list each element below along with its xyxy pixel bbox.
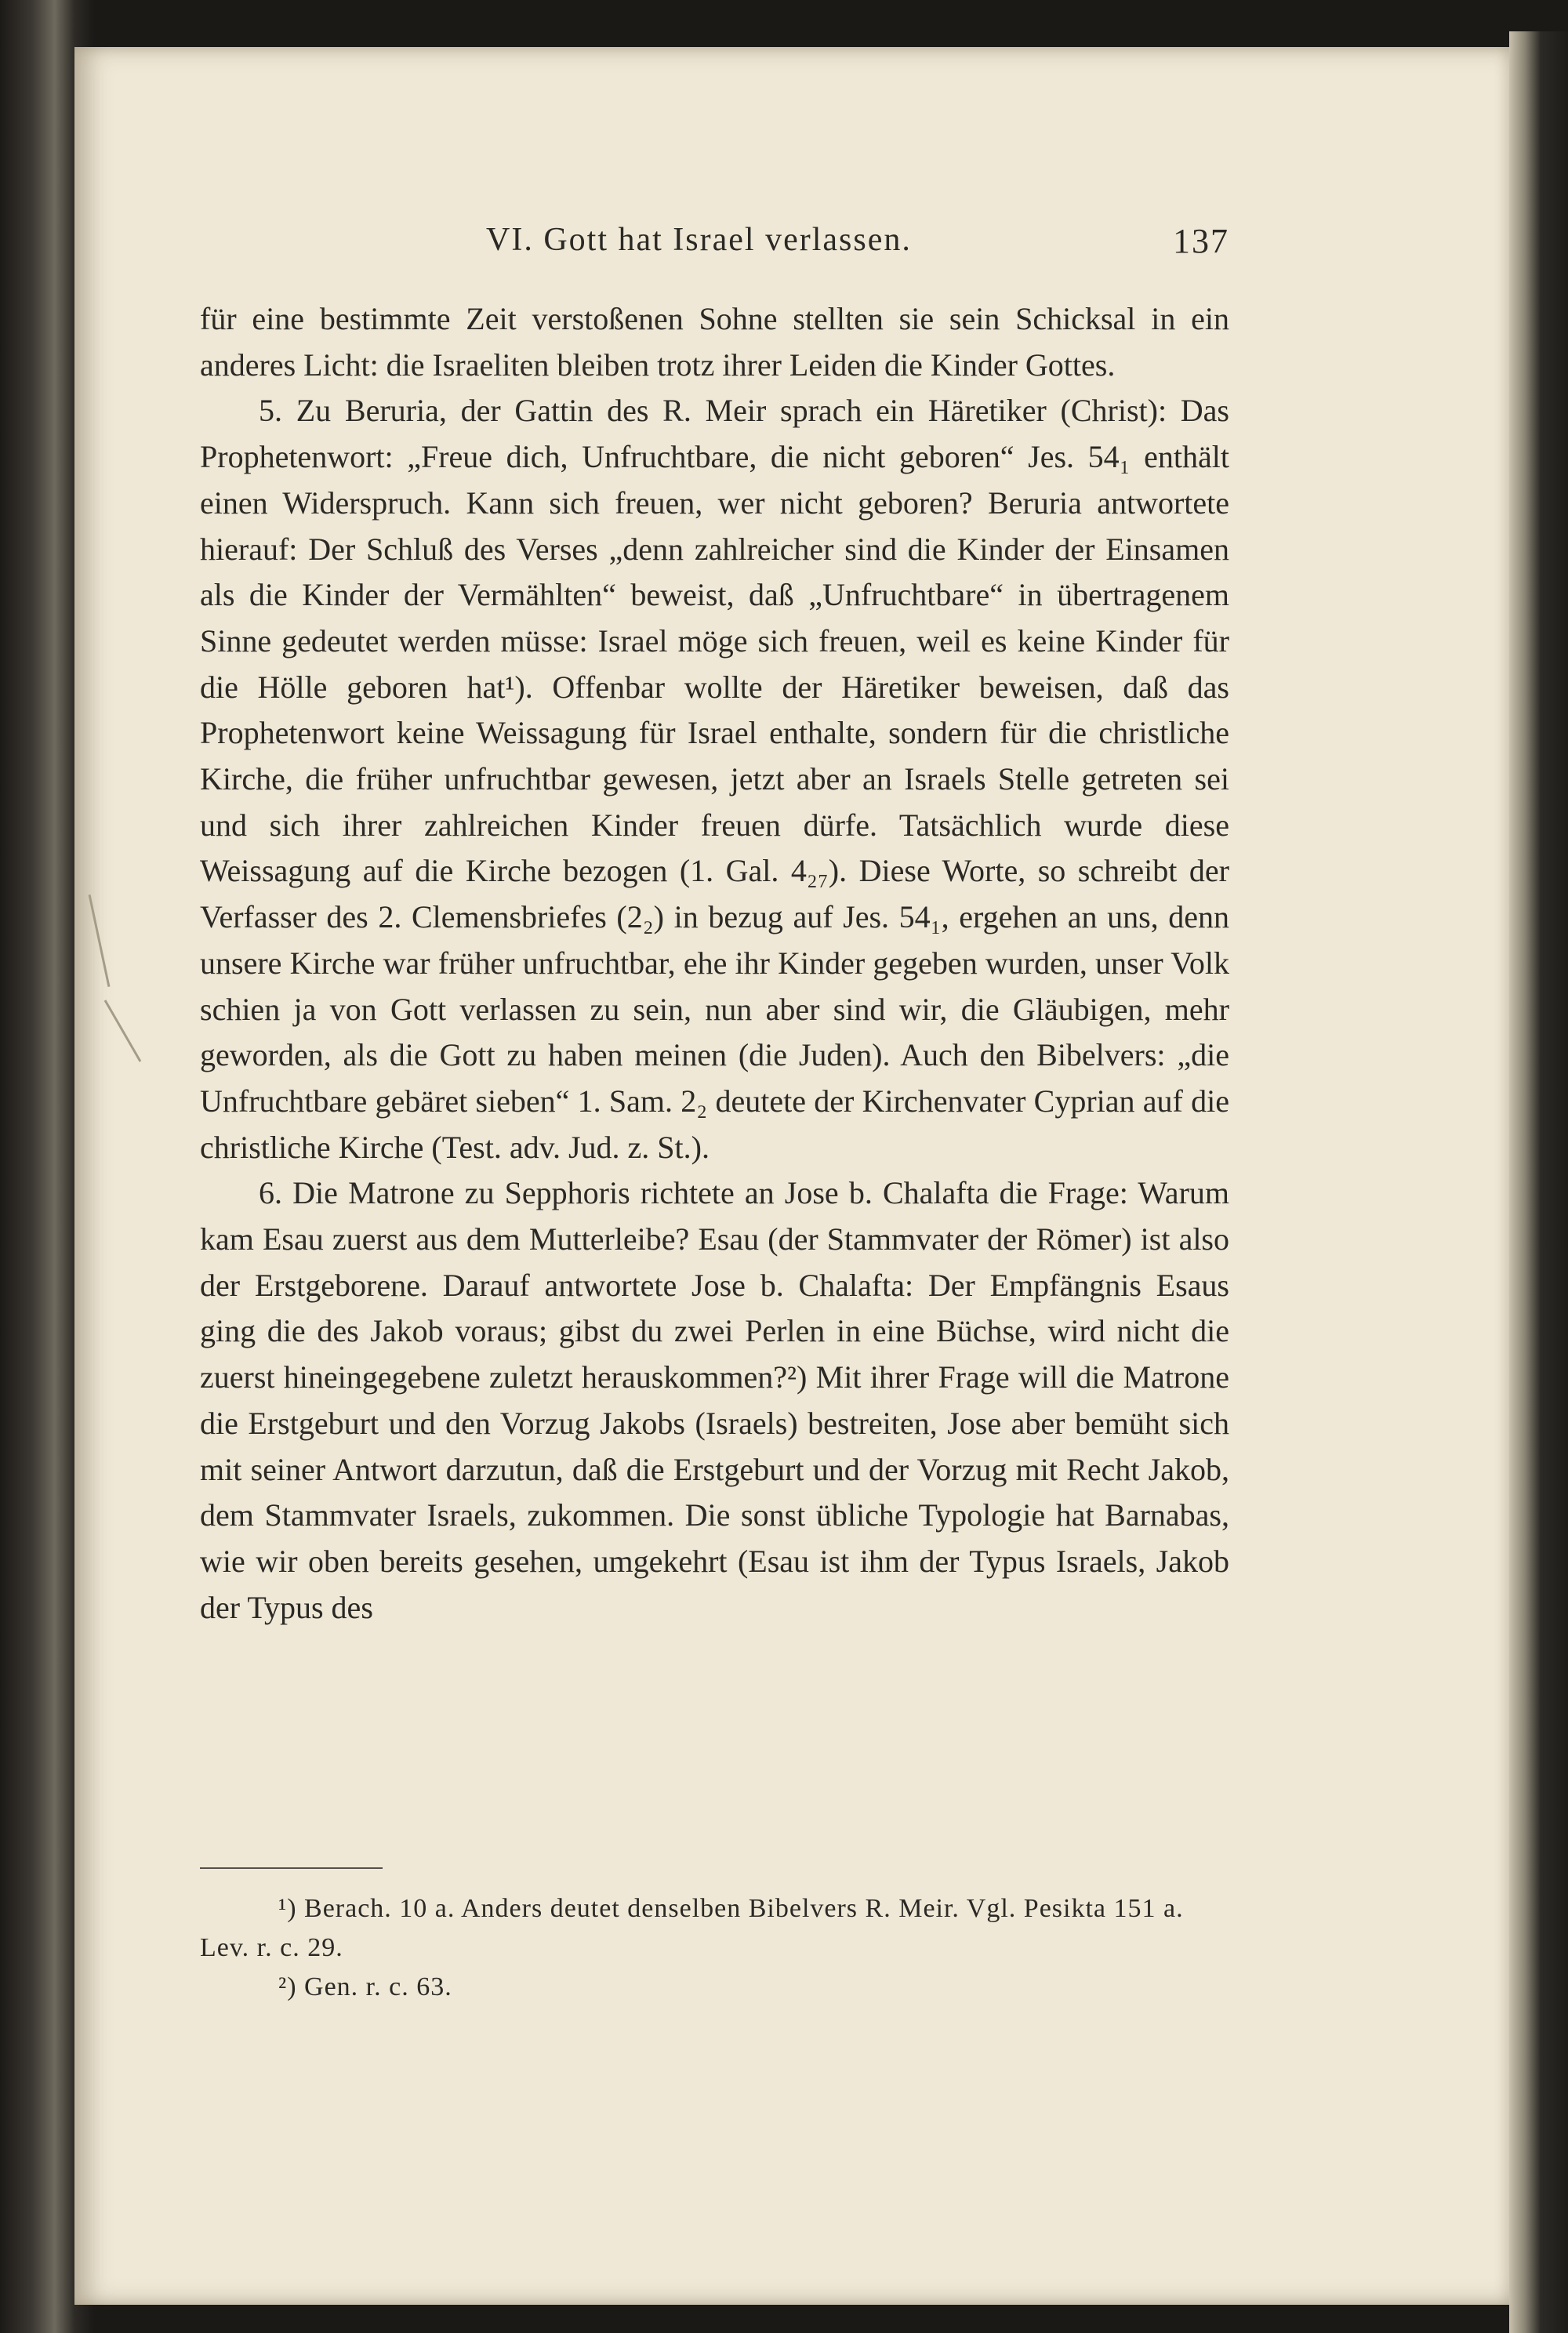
running-header xyxy=(200,221,1229,268)
page-edge xyxy=(1509,31,1568,2333)
body-text xyxy=(200,296,1229,1631)
footnotes xyxy=(200,1889,1229,2007)
page-number: 137 xyxy=(1173,222,1229,260)
footnote: ²) Gen. r. c. 63. xyxy=(278,1972,452,2001)
running-title: VI. Gott hat Israel verlassen. xyxy=(486,222,912,258)
footnote-rule xyxy=(200,1867,383,1869)
footnote: ¹) Berach. 10 a. Anders deutet denselben Bibelvers R. Meir. Vgl. Pesikta 151 a. Lev. r. c. 29. xyxy=(200,1894,1184,1962)
pencil-mark xyxy=(104,1000,142,1061)
pencil-mark xyxy=(89,894,111,987)
paragraph: 6. Die Matrone zu Sepphoris richtete an Jose b. Chalafta die Frage: Warum kam Esau zuerst aus dem Mutterleibe? Esau (der Stammvater der Römer) ist also der Erstgeborene. Darauf antwortete Jose b. Chalafta: Der Empfängnis Esaus ging die des Jakob voraus; gibst du zwei Perlen in eine Büchse, wird nicht die zuerst hineingegebene zuletzt herauskommen?²) Mit ihrer Frage will die Matrone die Erstgeburt und den Vorzug Jakobs (Israels) bestreiten, Jose aber bemüht sich mit seiner Antwort darzutun, daß die Erstgeburt und der Vorzug mit Recht Jakob, dem Stammvater Israels, zukommen. Die sonst übliche Typologie hat Barnabas, wie wir oben bereits gesehen, umgekehrt (Esau ist ihm der Typus Israels, Jakob der Typus des xyxy=(200,1175,1229,1625)
paragraph: 5. Zu Beruria, der Gattin des R. Meir sprach ein Häretiker (Christ): Das Prophetenwort: „Freue dich, Unfruchtbare, die nicht geboren“ Jes. 54₁ enthält einen Widerspruch. Kann sich freuen, wer nicht geboren? Beruria antwortete hierauf: Der Schluß des Verses „denn zahlreicher sind die Kinder der Einsamen als die Kinder der Vermählten“ beweist, daß „Unfruchtbare“ in übertragenem Sinne gedeutet werden müsse: Israel möge sich freuen, weil es keine Kinder für die Hölle geboren hat¹). Offenbar wollte der Häretiker beweisen, daß das Prophetenwort keine Weissagung für Israel enthalte, sondern für die christliche Kirche, die früher unfruchtbar gewesen, jetzt aber an Israels Stelle getreten sei und sich ihrer zahlreichen Kinder freuen dürfe. Tatsächlich wurde diese Weissagung auf die Kirche bezogen (1. Gal. 4₂₇). Diese Worte, so schreibt der Verfasser des 2. Clemensbriefes (2₂) in bezug auf Jes. 54₁, ergehen an uns, denn unsere Kirche war früher unfruchtbar, ehe ihr Kinder gegeben wurden, unser Volk schien ja von Gott verlassen zu sein, nun aber sind wir, die Gläubigen, mehr geworden, als die Gott zu haben meinen (die Juden). Auch den Bibelvers: „die Unfruchtbare gebäret sieben“ 1. Sam. 2₂ deutete der Kirchenvater Cyprian auf die christliche Kirche (Test. adv. Jud. z. St.). xyxy=(200,393,1229,1165)
paragraph: für eine bestimmte Zeit verstoßenen Sohne stellten sie sein Schicksal in ein anderes Licht: die Israeliten bleiben trotz ihrer Leiden die Kinder Gottes. xyxy=(200,301,1229,383)
